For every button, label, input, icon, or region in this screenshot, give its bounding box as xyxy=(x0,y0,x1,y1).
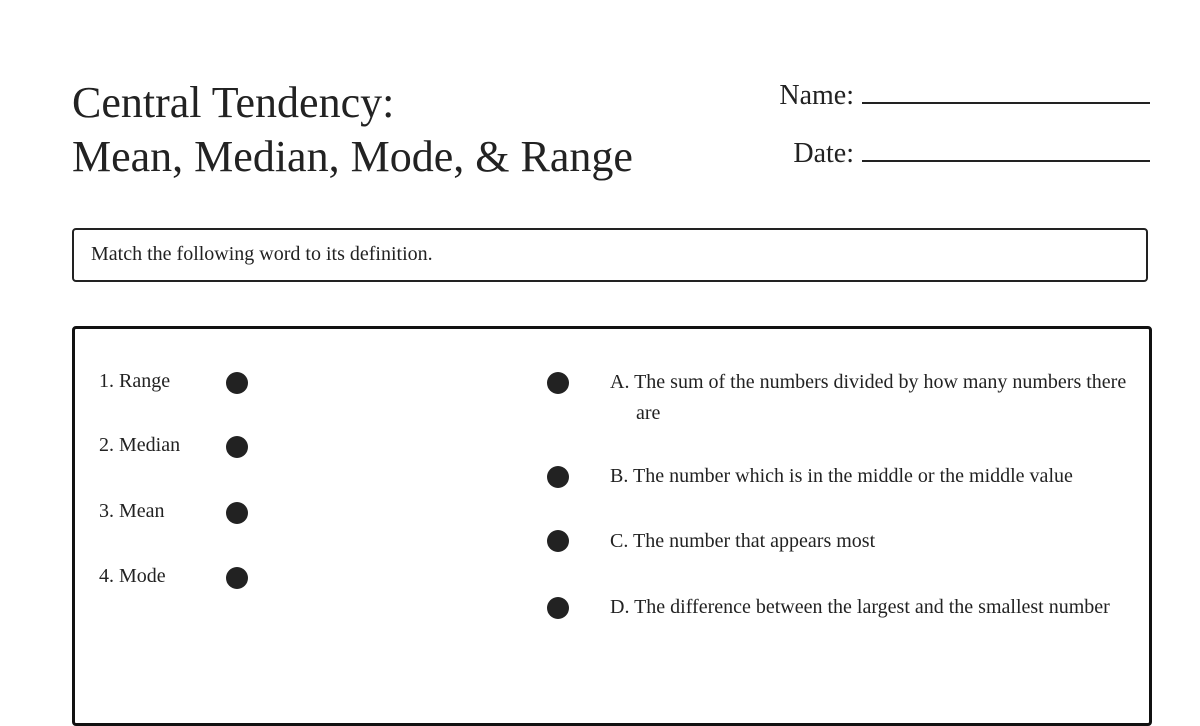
definition-dot[interactable] xyxy=(547,530,569,552)
term-item: 1. Range xyxy=(99,370,171,392)
date-field[interactable] xyxy=(793,136,1150,170)
term-item: 2. Median xyxy=(99,434,181,456)
date-label: Date: xyxy=(793,138,854,169)
definition-item: B. The number which is in the middle or the middle value xyxy=(610,465,1073,487)
title-line-1: Central Tendency: xyxy=(72,78,395,127)
definition-item: C. The number that appears most xyxy=(610,530,876,552)
term-item: 4. Mode xyxy=(99,565,166,587)
worksheet-title xyxy=(72,76,633,184)
name-line[interactable] xyxy=(862,78,1150,104)
title-line-2: Mean, Median, Mode, & Range xyxy=(72,132,633,181)
date-line[interactable] xyxy=(862,136,1150,162)
term-dot[interactable] xyxy=(226,567,248,589)
term-item: 3. Mean xyxy=(99,500,165,522)
definition-dot[interactable] xyxy=(547,466,569,488)
name-label: Name: xyxy=(779,80,854,111)
instructions-box: Match the following word to its definition. xyxy=(72,228,1148,282)
definition-item: D. The difference between the largest and the smallest number xyxy=(610,596,1110,618)
term-dot[interactable] xyxy=(226,372,248,394)
definition-dot[interactable] xyxy=(547,597,569,619)
term-dot[interactable] xyxy=(226,436,248,458)
definition-dot[interactable] xyxy=(547,372,569,394)
name-field[interactable] xyxy=(779,78,1150,112)
term-dot[interactable] xyxy=(226,502,248,524)
definition-item: A. The sum of the numbers divided by how many numbers there are xyxy=(610,371,1127,424)
